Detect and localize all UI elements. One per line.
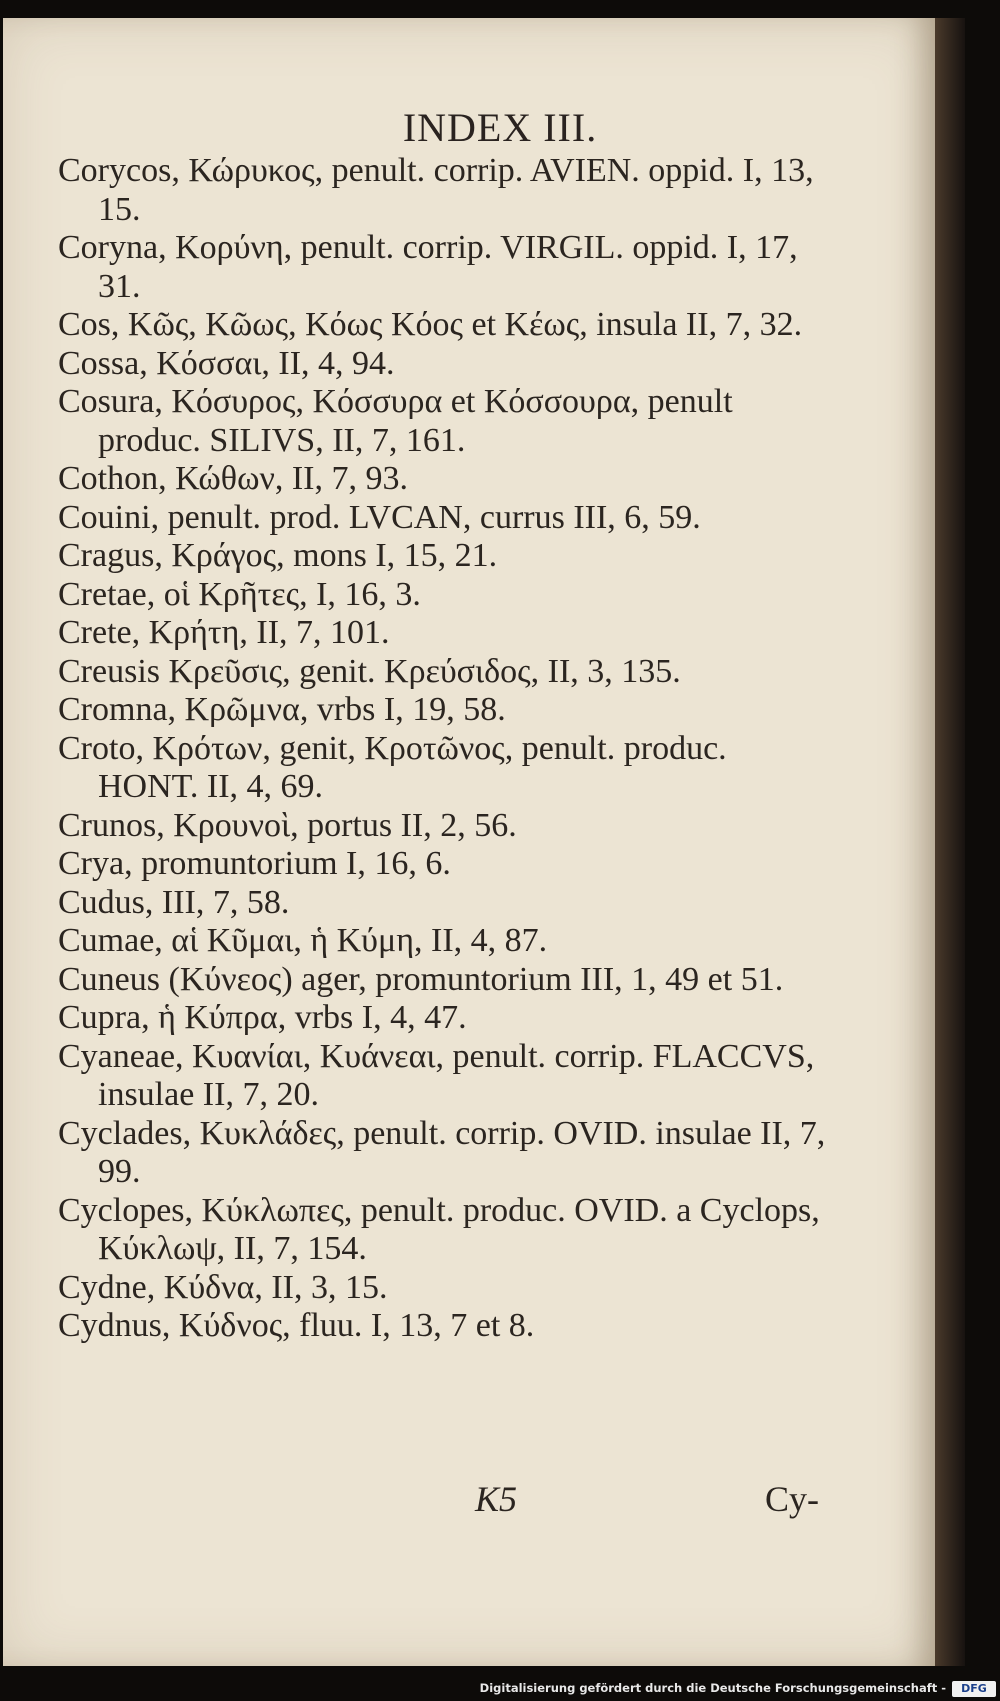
index-entry: Couini, penult. prod. LVCAN, currus III, 6, 59. xyxy=(58,498,701,536)
index-entry: Cossa, Κόσσαι, II, 4, 94. xyxy=(58,344,395,382)
index-entry: Croto, Κρότων, genit, Κροτῶνος, penult. produc. HONT. II, 4, 69. xyxy=(58,729,727,805)
index-entry: Crya, promuntorium I, 16, 6. xyxy=(58,845,451,882)
index-entry: Crete, Κρήτη, II, 7, 101. xyxy=(58,614,390,651)
index-entry: Creusis Κρεῦσις, genit. Κρεύσιδος, II, 3, 135. xyxy=(58,652,681,690)
index-entry: Corycos, Κώρυκος, penult. corrip. AVIEN. oppid. I, 13, 15. xyxy=(58,152,814,228)
index-entry: Cydnus, Κύδνος, fluu. I, 13, 7 et 8. xyxy=(58,1307,535,1344)
index-entry: Coryna, Κορύνη, penult. corrip. VIRGIL. oppid. I, 17, 31. xyxy=(58,229,798,305)
index-entry: Cydne, Κύδνα, II, 3, 15. xyxy=(58,1268,388,1306)
index-entry: Cumae, αἱ Κῦμαι, ἡ Κύμη, II, 4, 87. xyxy=(58,922,548,959)
index-entry: Cretae, οἱ Κρῆτες, I, 16, 3. xyxy=(58,575,421,613)
running-head: INDEX III. xyxy=(402,105,598,150)
index-entry: Cragus, Κράγος, mons I, 15, 21. xyxy=(58,537,498,574)
index-entry: Cosura, Κόσυρος, Κόσσυρα et Κόσσουρα, penult produc. SILIVS, II, 7, 161. xyxy=(58,383,733,459)
page-edge xyxy=(935,18,965,1666)
index-entry: Cothon, Κώθων, II, 7, 93. xyxy=(58,460,408,497)
index-entry: Cudus, III, 7, 58. xyxy=(58,883,290,921)
digitization-credit: Digitalisierung gefördert durch die Deutsche Forschungsgemeinschaft - xyxy=(479,1681,946,1695)
index-entry: Cuneus (Κύνεος) ager, promuntorium III, 1, 49 et 51. xyxy=(58,960,784,998)
index-entry: Cyclopes, Κύκλωπες, penult. produc. OVID. a Cyclops, Κύκλωψ, II, 7, 154. xyxy=(58,1191,820,1267)
index-entries xyxy=(58,152,828,1346)
index-entry: Cos, Κῶς, Κῶως, Κόως Κόος et Κέως, insula II, 7, 32. xyxy=(58,306,803,343)
index-entry: Cyaneae, Κυανίαι, Κυάνεαι, penult. corrip. FLACCVS, insulae II, 7, 20. xyxy=(58,1037,815,1113)
page-footer xyxy=(0,1478,1000,1528)
catchword: Cy- xyxy=(765,1479,819,1519)
index-entry: Cyclades, Κυκλάδες, penult. corrip. OVID. insulae II, 7, 99. xyxy=(58,1114,826,1190)
index-entry: Cromna, Κρῶμνα, vrbs I, 19, 58. xyxy=(58,691,506,728)
signature-mark: K5 xyxy=(475,1479,518,1519)
dfg-logo: DFG xyxy=(952,1681,996,1697)
index-entry: Cupra, ἡ Κύπρα, vrbs I, 4, 47. xyxy=(58,999,467,1036)
index-entry: Crunos, Κρουνοὶ, portus II, 2, 56. xyxy=(58,806,517,844)
